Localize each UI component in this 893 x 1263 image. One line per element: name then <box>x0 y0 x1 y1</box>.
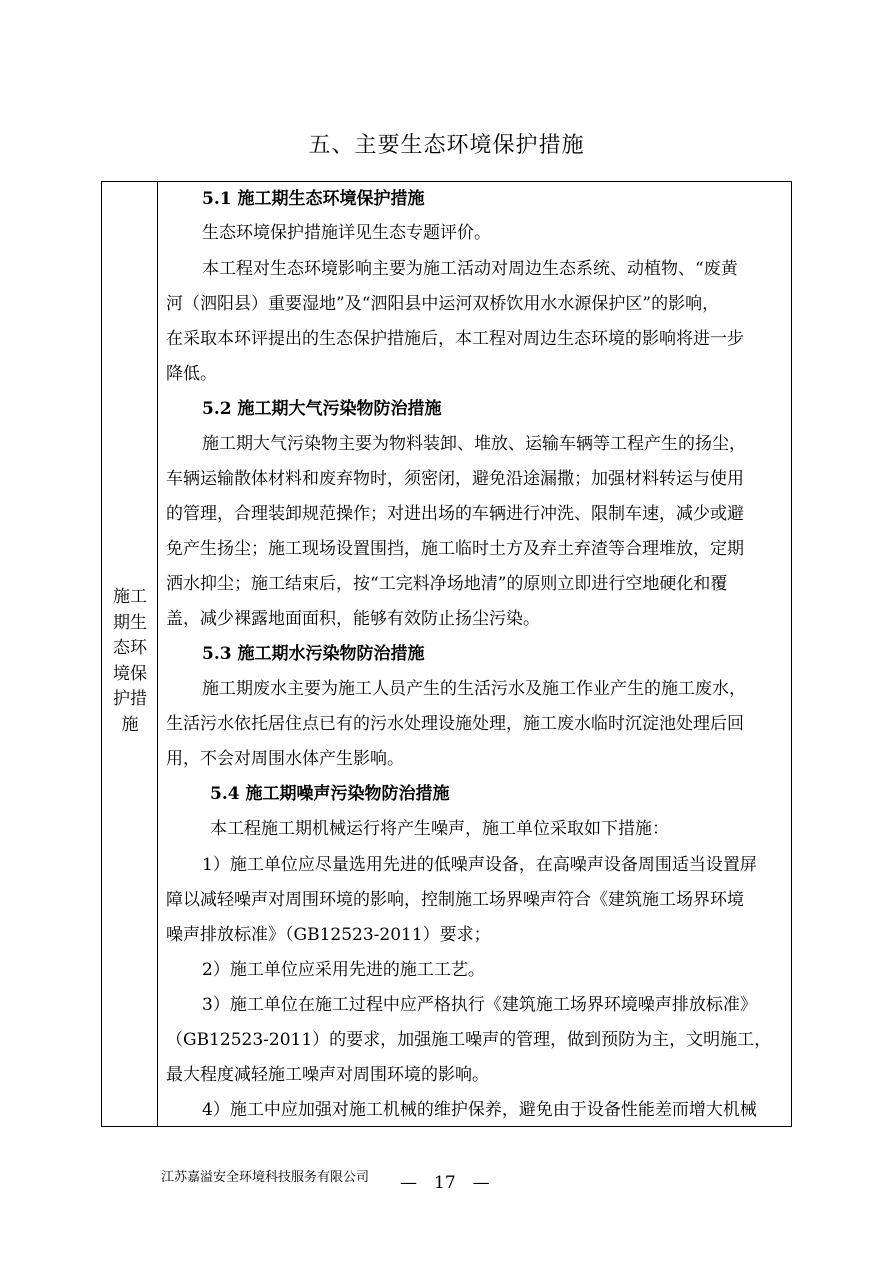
paragraph-line: 2）施工单位应采用先进的施工工艺。 <box>202 960 485 980</box>
paragraph-line: 施工期大气污染物主要为物料装卸、堆放、运输车辆等工程产生的扬尘， <box>202 434 746 454</box>
paragraph-line: 本工程对生态环境影响主要为施工活动对周边生态系统、动植物、“废黄 <box>202 259 738 279</box>
section-heading-5-1: 5.1 施工期生态环境保护措施 <box>202 189 425 209</box>
paragraph-line: 车辆运输散体材料和废弃物时，须密闭，避免沿途漏撒；加强材料转运与使用 <box>166 469 744 489</box>
paragraph-line: 4）施工中应加强对施工机械的维护保养，避免由于设备性能差而增大机械 <box>202 1100 757 1120</box>
paragraph-line: 噪声排放标准》（GB12523-2011）要求； <box>166 925 491 945</box>
section-heading-5-2: 5.2 施工期大气污染物防治措施 <box>202 399 442 419</box>
paragraph-line: 生态环境保护措施详见生态专题评价。 <box>202 223 491 243</box>
category-cell <box>102 182 158 1126</box>
paragraph-line: 施工期废水主要为施工人员产生的生活污水及施工作业产生的施工废水， <box>202 679 746 699</box>
paragraph-line: 最大程度减轻施工噪声对周围环境的影响。 <box>166 1065 489 1085</box>
paragraph-line: 本工程施工期机械运行将产生噪声，施工单位采取如下措施： <box>210 819 669 839</box>
paragraph-line: 3）施工单位在施工过程中应严格执行《建筑施工场界环境噪声排放标准》 <box>202 995 757 1015</box>
footer-organization: 江苏嘉溢安全环境科技服务有限公司 <box>161 1170 370 1185</box>
paragraph-line: 河（泗阳县）重要湿地”及“泗阳县中运河双桥饮用水水源保护区”的影响， <box>166 294 720 314</box>
paragraph-line: 障以减轻噪声对周围环境的影响，控制施工场界噪声符合《建筑施工场界环境 <box>166 890 744 910</box>
category-label: 施工期生态环境保护措施 <box>113 587 147 735</box>
paragraph-line: 降低。 <box>166 364 217 384</box>
paragraph-line: 在采取本环评提出的生态保护措施后，本工程对周边生态环境的影响将进一步 <box>166 329 744 349</box>
section-heading-5-4: 5.4 施工期噪声污染物防治措施 <box>210 784 450 804</box>
paragraph-line: 洒水抑尘；施工结束后，按“工完料净场地清”的原则立即进行空地硬化和覆 <box>166 574 728 594</box>
paragraph-line: （GB12523-2011）的要求，加强施工噪声的管理，做到预防为主，文明施工， <box>166 1030 772 1050</box>
page-title: 五、主要生态环境保护措施 <box>308 133 585 158</box>
paragraph-line: 生活污水依托居住点已有的污水处理设施处理，施工废水临时沉淀池处理后回 <box>166 714 744 734</box>
paragraph-line: 的管理，合理装卸规范操作；对进出场的车辆进行冲洗、限制车速，减少或避 <box>166 504 744 524</box>
paragraph-line: 免产生扬尘；施工现场设置围挡，施工临时土方及弃土弃渣等合理堆放，定期 <box>166 539 744 559</box>
paragraph-line: 盖，减少裸露地面面积，能够有效防止扬尘污染。 <box>166 609 540 629</box>
page-number: — 17 — <box>400 1173 490 1193</box>
paragraph-line: 1）施工单位应尽量选用先进的低噪声设备，在高噪声设备周围适当设置屏 <box>202 855 757 875</box>
paragraph-line: 用，不会对周围水体产生影响。 <box>166 749 404 769</box>
section-heading-5-3: 5.3 施工期水污染物防治措施 <box>202 644 425 664</box>
measures-table <box>101 181 792 1127</box>
